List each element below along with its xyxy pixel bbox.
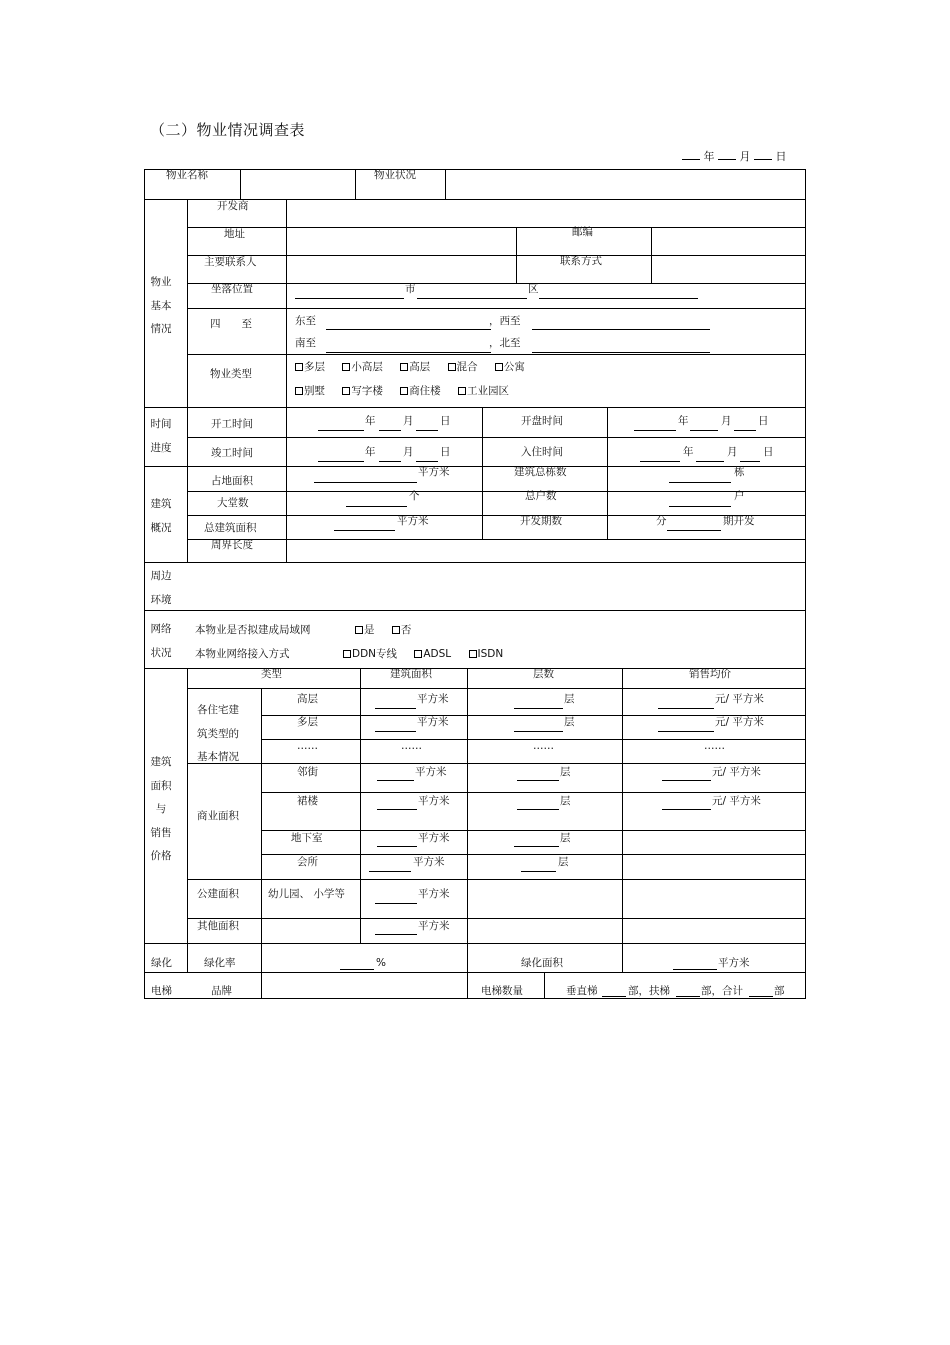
checkbox[interactable] xyxy=(295,387,303,395)
label-boundary: 四 至 xyxy=(210,318,252,330)
checkbox[interactable] xyxy=(392,626,400,634)
section-schedule: 时间 进度 xyxy=(150,418,172,454)
label-phases: 开发期数 xyxy=(520,515,562,527)
label-land-area: 占地面积 xyxy=(211,475,253,487)
section-green: 绿化 xyxy=(151,957,172,969)
access-options: DDN专线 ADSL ISDN xyxy=(343,648,503,660)
label-move-in: 入住时间 xyxy=(521,446,563,458)
label-brand: 品牌 xyxy=(211,985,232,997)
section-elevator: 电梯 xyxy=(151,985,172,997)
checkbox[interactable] xyxy=(343,650,351,658)
header-floors: 层数 xyxy=(533,668,554,680)
label-sale-open: 开盘时间 xyxy=(521,415,563,427)
label-perimeter: 周界长度 xyxy=(211,539,253,551)
label-elevator-count: 电梯数量 xyxy=(481,985,523,997)
label-lan-question: 本物业是否拟建成局域网 xyxy=(195,624,311,636)
page-title: （二）物业情况调查表 xyxy=(150,121,306,139)
label-contact: 主要联系人 xyxy=(204,256,257,268)
section-surroundings: 周边 环境 xyxy=(150,570,172,606)
header-type: 类型 xyxy=(261,668,282,680)
section-network: 网络 状况 xyxy=(150,623,172,659)
checkbox[interactable] xyxy=(295,363,303,371)
checkbox[interactable] xyxy=(342,387,350,395)
label-green-area: 绿化面积 xyxy=(521,957,563,969)
section-building: 建筑 概况 xyxy=(150,498,172,534)
section-sales: 建筑 面积 与 销售 价格 xyxy=(150,756,172,862)
label-public-area: 公建面积 xyxy=(197,888,239,900)
label-complete-time: 竣工时间 xyxy=(211,447,253,459)
label-property-name: 物业名称 xyxy=(166,169,208,181)
section-basic: 物业 基本 情况 xyxy=(150,276,172,335)
checkbox[interactable] xyxy=(495,363,503,371)
checkbox[interactable] xyxy=(414,650,422,658)
property-type-options-1: 多层 小高层 高层 混合 公寓 xyxy=(295,361,539,373)
label-postcode: 邮编 xyxy=(572,226,593,238)
checkbox[interactable] xyxy=(342,363,350,371)
label-lobby: 大堂数 xyxy=(217,497,249,509)
checkbox[interactable] xyxy=(400,387,408,395)
lan-options: 是 否 xyxy=(355,624,411,636)
label-green-rate: 绿化率 xyxy=(204,957,236,969)
checkbox[interactable] xyxy=(448,363,456,371)
header-price: 销售均价 xyxy=(689,668,731,680)
checkbox[interactable] xyxy=(469,650,477,658)
label-start-time: 开工时间 xyxy=(211,418,253,430)
property-type-options-2: 别墅 写字楼 商住楼 工业园区 xyxy=(295,385,523,397)
header-area: 建筑面积 xyxy=(390,668,432,680)
label-location: 坐落位置 xyxy=(211,283,253,295)
label-total-area: 总建筑面积 xyxy=(204,522,257,534)
property-survey-form: 物业名称 物业状况 物业 基本 情况 开发商 地址 邮编 主要联系人 联系方式 坐落位置 市 区 四 至 东至 ，西至 南至 ，北至 物业类型 多层 小高层 高层 混合 公寓 别墅 写字楼 商住楼 工业园区 时间 进度 开工时间 年 月 日 开盘时间 年 月 日 竣工时间 年 月 日 入住时间 年 月 日 建筑 概况 占地面积 平方米 建筑总栋数 栋 大堂数 个 总户数 户 总建筑面积 平方米 开发期数 分 期开发 周界长度 周边 环境 网络 状况 本物业是否拟建成局域网 是 否 本物业网络接入方式 DDN专线 ADSL ISDN 建筑 面积 与 销售 价格 类型 建筑面积 层数 销售均价 各住宅建 筑类型的 基本情况 高层 平方米 层 元/ 平方米 多层 平方米 层 元/ 平方米 …… …… …… …… 商业面积 邻街 平方米 层 元/ 平方米 裙楼 平方米 层 元/ 平方米 地下室 平方米 层 会所 平方米 层 公建面积 幼儿园、 小学等 平方米 其他面积 平方米 绿化 绿化率 % 绿化面积 平方米 电梯 品牌 电梯数量 垂直梯 部，扶梯 部，合计 部 xyxy=(144,169,806,999)
label-phone: 联系方式 xyxy=(560,255,602,267)
label-residential: 各住宅建 筑类型的 基本情况 xyxy=(197,704,239,763)
label-access-question: 本物业网络接入方式 xyxy=(195,648,290,660)
label-address: 地址 xyxy=(224,228,245,240)
label-total-buildings: 建筑总栋数 xyxy=(514,466,567,478)
label-developer: 开发商 xyxy=(217,200,249,212)
checkbox[interactable] xyxy=(458,387,466,395)
checkbox[interactable] xyxy=(400,363,408,371)
label-other-area: 其他面积 xyxy=(197,920,239,932)
checkbox[interactable] xyxy=(355,626,363,634)
label-households: 总户数 xyxy=(525,490,557,502)
label-property-type: 物业类型 xyxy=(210,368,252,380)
label-property-status: 物业状况 xyxy=(374,169,416,181)
date-line: 年 月 日 xyxy=(682,148,787,164)
label-commercial: 商业面积 xyxy=(197,810,239,822)
